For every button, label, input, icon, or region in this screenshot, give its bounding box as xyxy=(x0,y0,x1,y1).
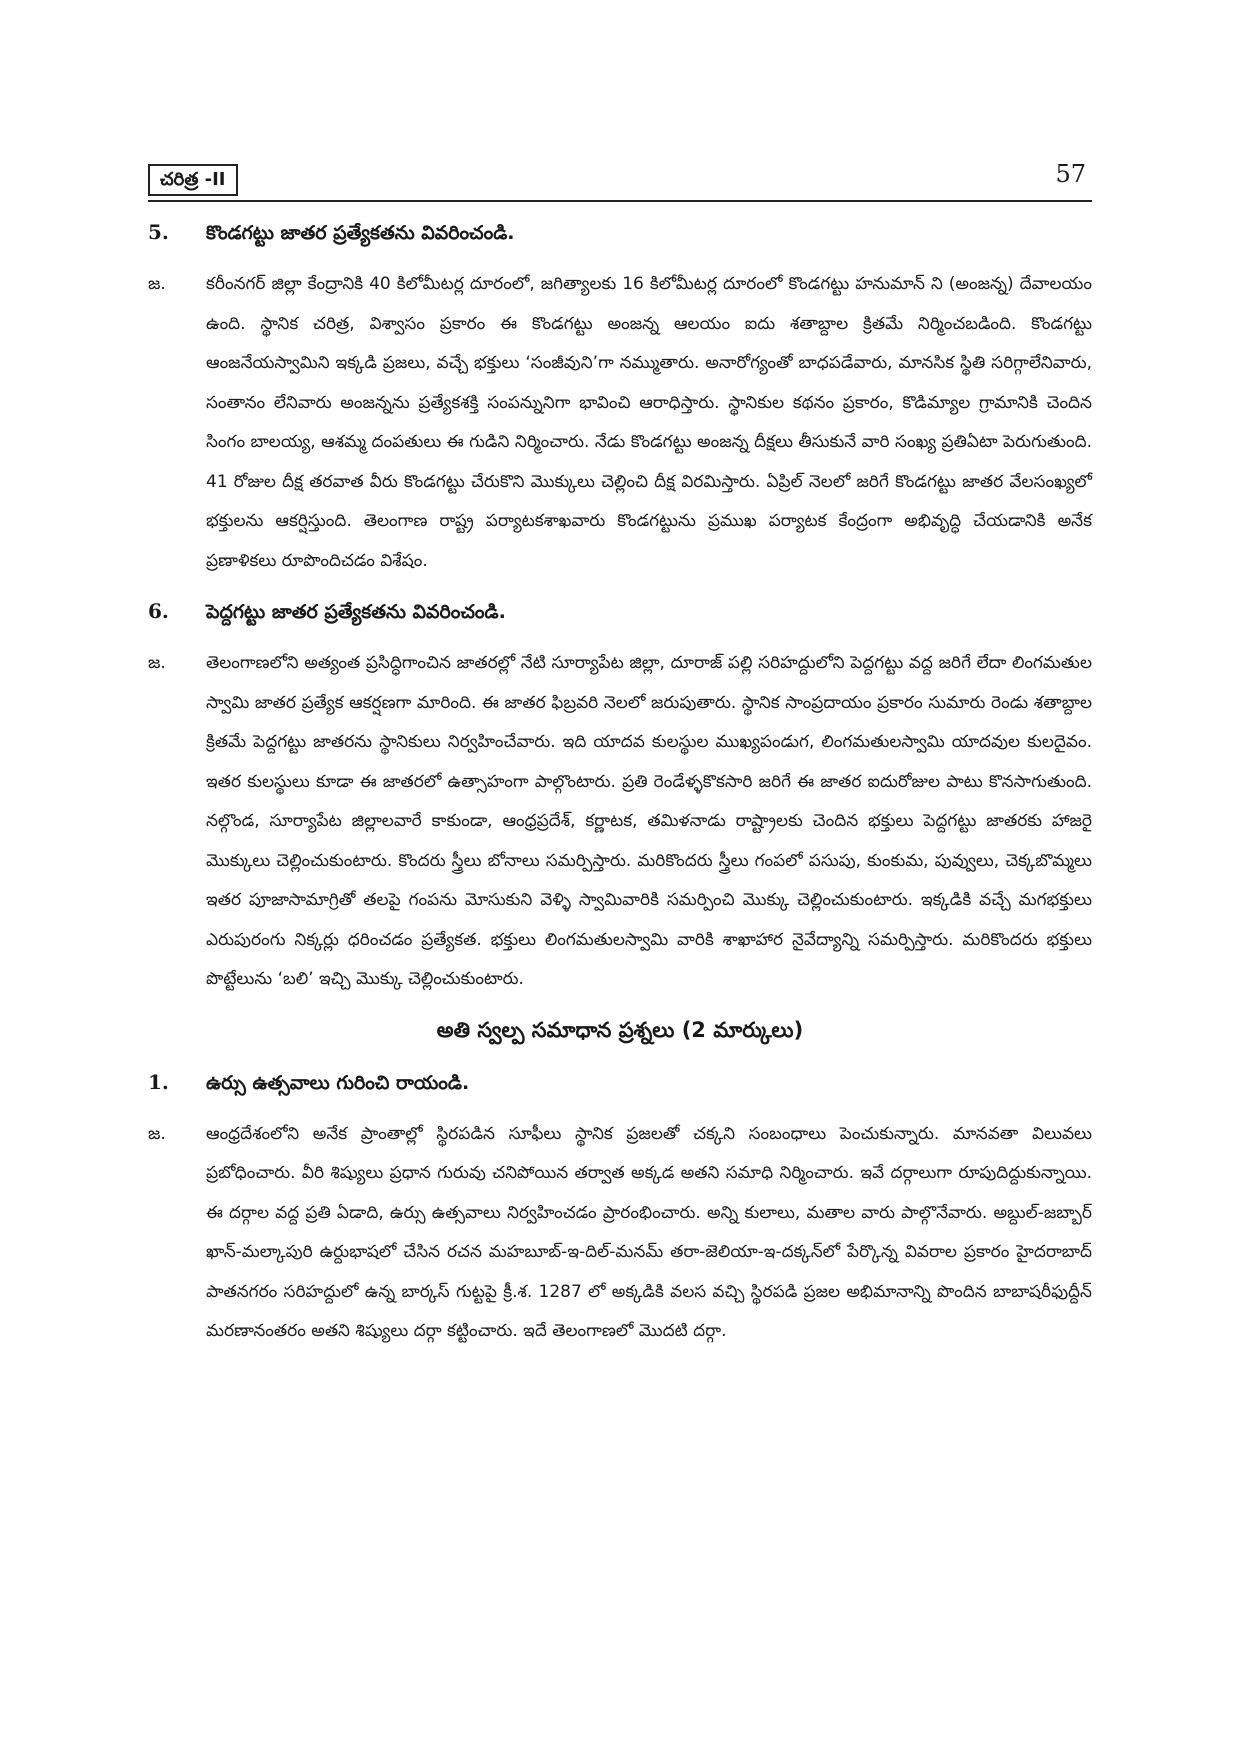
question-row xyxy=(148,599,1092,628)
answer-text: తెలంగాణలోని అత్యంత ప్రసిద్ధిగాంచిన జాతరల్లో నేటి సూర్యాపేట జిల్లా, దూరాజ్ పల్లి సరిహద్దులోని పెద్దగట్టు వద్ద జరిగే లేదా లింగమతుల స్వామి జాతర ప్రత్యేక ఆకర్షణగా మారింది. ఈ జాతర ఫిబ్రవరి నెలలో జరుపుతారు. స్థానిక సాంప్రదాయం ప్రకారం సుమారు రెండు శతాబ్దాల క్రితమే పెద్దగట్టు జాతరను స్థానికులు నిర్వహించేవారు. ఇది యాదవ కులస్థుల ముఖ్యపండుగ, లింగమతులస్వామి యాదవుల కులదైవం. ఇతర కులస్థులు కూడా ఈ జాతరలో ఉత్సాహంగా పాల్గొంటారు. ప్రతి రెండేళ్ళకొకసారి జరిగే ఈ జాతర ఐదురోజుల పాటు కొనసాగుతుంది. నల్గొండ, సూర్యాపేట జిల్లాలవారే కాకుండా, ఆంధ్రప్రదేశ్, కర్ణాటక, తమిళనాడు రాష్ట్రాలకు చెందిన భక్తులు పెద్దగట్టు జాతరకు హాజరై మొక్కులు చెల్లించుకుంటారు. కొందరు స్త్రీలు బోనాలు సమర్పిస్తారు. మరికొందరు స్త్రీలు గంపలో పసుపు, కుంకుమ, పువ్వులు, చెక్కబొమ్మలు ఇతర పూజాసామాగ్రితో తలపై గంపను మోసుకుని వెళ్ళి స్వామివారికి సమర్పించి మొక్కు చెల్లించుకుంటారు. ఇక్కడికి వచ్చే మగభక్తులు ఎరుపురంగు నిక్కర్లు ధరించడం ప్రత్యేకత. భక్తులు లింగమతులస్వామి వారికి శాఖాహార నైవేద్యాన్ని సమర్పిస్తారు. మరికొందరు భక్తులు పొట్టేలును ‘బలి’ ఇచ్చి మొక్కు చెల్లించుకుంటారు. xyxy=(206,653,1092,989)
answer-text: కరీంనగర్ జిల్లా కేంద్రానికి 40 కిలోమీటర్ల దూరంలో, జగిత్యాలకు 16 కిలోమీటర్ల దూరంలో కొండగట్టు హనుమాన్ ని (అంజన్న) దేవాలయం ఉంది. స్థానిక చరిత్ర, విశ్వాసం ప్రకారం ఈ కొండగట్టు అంజన్న ఆలయం ఐదు శతాబ్దాల క్రితమే నిర్మించబడింది. కొండగట్టు ఆంజనేయస్వామిని ఇక్కడి ప్రజలు, వచ్చే భక్తులు ‘సంజీవుని’గా నమ్ముతారు. అనారోగ్యంతో బాధపడేవారు, మానసిక స్థితి సరిగ్గాలేనివారు, సంతానం లేనివారు అంజన్నను ప్రత్యేకశక్తి సంపన్నునిగా భావించి ఆరాధిస్తారు. స్థానికుల కథనం ప్రకారం, కొడిమ్యాల గ్రామానికి చెందిన సింగం బాలయ్య, ఆశమ్మ దంపతులు ఈ గుడిని నిర్మించారు. నేడు కొండగట్టు అంజన్న దీక్షలు తీసుకునే వారి సంఖ్య ప్రతిఏటా పెరుగుతుంది. 41 రోజుల దీక్ష తరవాత వీరు కొండగట్టు చేరుకొని మొక్కులు చెల్లించి దీక్ష విరమిస్తారు. ఏప్రిల్ నెలలో జరిగే కొండగట్టు జాతర వేలసంఖ్యలో భక్తులను ఆకర్షిస్తుంది. తెలంగాణ రాష్ట్ర పర్యాటకశాఖవారు కొండగట్టును ప్రముఖ పర్యాటక కేంద్రంగా అభివృద్ధి చేయడానికి అనేక ప్రణాళికలు రూపొందిచడం విశేషం. xyxy=(206,274,1092,571)
answer-text: ఆంధ్రదేశంలోని అనేక ప్రాంతాల్లో స్థిరపడిన సూఫీలు స్థానిక ప్రజలతో చక్కని సంబంధాలు పెంచుకున్నారు. మానవతా విలువలు ప్రబోధించారు. వీరి శిష్యులు ప్రధాన గురువు చనిపోయిన తర్వాత అక్కడ అతని సమాధి నిర్మించారు. ఇవే దర్గాలుగా రూపుదిద్దుకున్నాయి. ఈ దర్గాల వద్ద ప్రతి ఏడాది, ఉర్సు ఉత్సవాలు నిర్వహించడం ప్రారంభించారు. అన్ని కులాలు, మతాల వారు పాల్గొనేవారు. అబ్దుల్-జబ్బార్ ఖాన్-మల్కాపురి ఉర్దుభాషలో చేసిన రచన మహబూబ్-ఇ-దిల్-మనమ్ తరా-జెలియా-ఇ-దక్కన్‌లో పేర్కొన్న వివరాల ప్రకారం హైదరాబాద్ పాతనగరం సరిహద్దులో ఉన్న బార్కస్ గుట్టపై క్రీ.శ. 1287 లో అక్కడికి వలస వచ్చి స్థిరపడి ప్రజల అభిమానాన్ని పొందిన బాబాషరీఫుద్దీన్ మరణానంతరం అతని శిష్యులు దర్గా కట్టించారు. ఇదే తెలంగాణలో మొదటి దర్గా. xyxy=(206,1123,1092,1341)
question-text: కొండగట్టు జాతర ప్రత్యేకతను వివరించండి. xyxy=(206,222,515,244)
question-number: 5. xyxy=(148,220,169,244)
answer-label: జ. xyxy=(148,653,166,673)
question-text: ఉర్సు ఉత్సవాలు గురించి రాయండి. xyxy=(206,1071,470,1094)
answer-label: జ. xyxy=(148,1123,166,1144)
page-number: 57 xyxy=(1055,160,1086,188)
answer-row xyxy=(148,1115,1092,1352)
question-number: 1. xyxy=(148,1069,169,1094)
page-header xyxy=(148,160,1092,202)
question-row xyxy=(148,1070,1092,1099)
answer-row xyxy=(148,265,1092,581)
section-heading: అతి స్వల్ప సమాధాన ప్రశ్నలు (2 మార్కులు) xyxy=(436,1017,804,1042)
question-number: 6. xyxy=(148,599,169,623)
page-content xyxy=(148,220,1092,1370)
answer-label: జ. xyxy=(148,274,166,294)
answer-row xyxy=(148,644,1092,1000)
subject-label: చరిత్ర -II xyxy=(148,164,238,196)
question-row xyxy=(148,220,1092,249)
question-text: పెద్దగట్టు జాతర ప్రత్యేకతను వివరించండి. xyxy=(206,601,506,623)
